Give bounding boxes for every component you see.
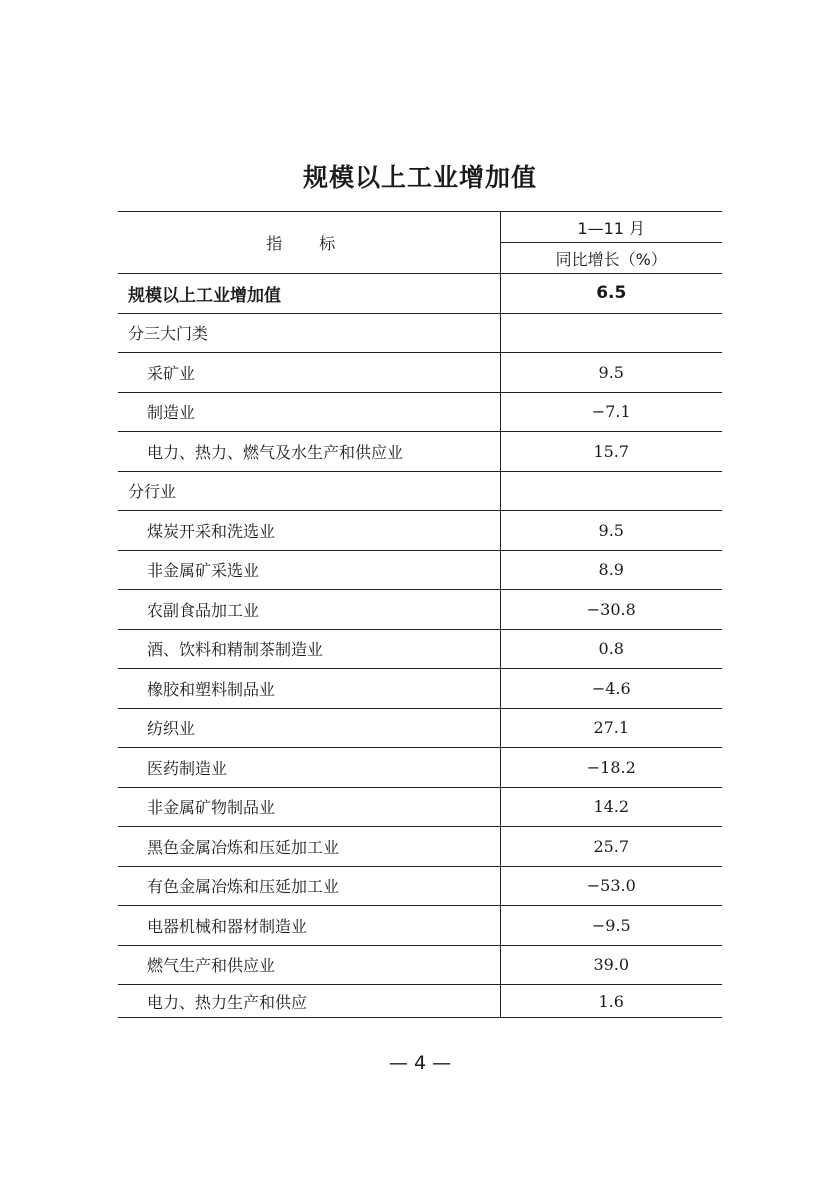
industrial-value-table [118, 211, 722, 1018]
row-value: −18.2 [500, 748, 722, 788]
row-value: 0.8 [500, 629, 722, 669]
table-row [118, 313, 722, 353]
row-name: 酒、饮料和精制茶制造业 [118, 629, 500, 669]
row-value: 1.6 [500, 985, 722, 1018]
row-value: −7.1 [500, 392, 722, 432]
row-name: 电力、热力、燃气及水生产和供应业 [118, 432, 500, 472]
row-value: 9.5 [500, 511, 722, 551]
table-row [118, 471, 722, 511]
row-value: −9.5 [500, 906, 722, 946]
row-name: 医药制造业 [118, 748, 500, 788]
table-header-row [118, 212, 722, 243]
table-row [118, 866, 722, 906]
table-row [118, 629, 722, 669]
row-name: 规模以上工业增加值 [118, 274, 500, 314]
table-row [118, 787, 722, 827]
row-name: 黑色金属冶炼和压延加工业 [118, 827, 500, 867]
row-name: 燃气生产和供应业 [118, 945, 500, 985]
table-row [118, 708, 722, 748]
row-name: 非金属矿采选业 [118, 550, 500, 590]
row-value: 27.1 [500, 708, 722, 748]
row-name: 电器机械和器材制造业 [118, 906, 500, 946]
row-name: 农副食品加工业 [118, 590, 500, 630]
row-value: 25.7 [500, 827, 722, 867]
row-value: 14.2 [500, 787, 722, 827]
row-name: 橡胶和塑料制品业 [118, 669, 500, 709]
row-value: 15.7 [500, 432, 722, 472]
row-value [500, 471, 722, 511]
row-value: 6.5 [500, 274, 722, 314]
table-row [118, 432, 722, 472]
row-name: 纺织业 [118, 708, 500, 748]
table-row [118, 906, 722, 946]
table-row [118, 550, 722, 590]
table-row [118, 669, 722, 709]
table-row [118, 590, 722, 630]
table-row [118, 511, 722, 551]
row-name: 有色金属冶炼和压延加工业 [118, 866, 500, 906]
table-row [118, 274, 722, 314]
row-value: 9.5 [500, 353, 722, 393]
indicator-column-header: 指 标 [118, 212, 500, 274]
row-value: 8.9 [500, 550, 722, 590]
page-title: 规模以上工业增加值 [302, 163, 537, 192]
row-name: 分行业 [118, 471, 500, 511]
row-value: −30.8 [500, 590, 722, 630]
row-name: 非金属矿物制品业 [118, 787, 500, 827]
period-column-header: 1—11 月 [500, 212, 722, 243]
row-value: 39.0 [500, 945, 722, 985]
row-value: −53.0 [500, 866, 722, 906]
table-row [118, 985, 722, 1018]
row-value [500, 313, 722, 353]
table-row [118, 827, 722, 867]
page-number: — 4 — [388, 1052, 452, 1074]
table-row [118, 748, 722, 788]
table-row [118, 353, 722, 393]
row-name: 煤炭开采和洗选业 [118, 511, 500, 551]
row-name: 分三大门类 [118, 313, 500, 353]
table-row [118, 392, 722, 432]
row-name: 电力、热力生产和供应 [118, 985, 500, 1018]
table-row [118, 945, 722, 985]
row-name: 制造业 [118, 392, 500, 432]
row-value: −4.6 [500, 669, 722, 709]
metric-column-header: 同比增长（%） [500, 243, 722, 274]
row-name: 采矿业 [118, 353, 500, 393]
